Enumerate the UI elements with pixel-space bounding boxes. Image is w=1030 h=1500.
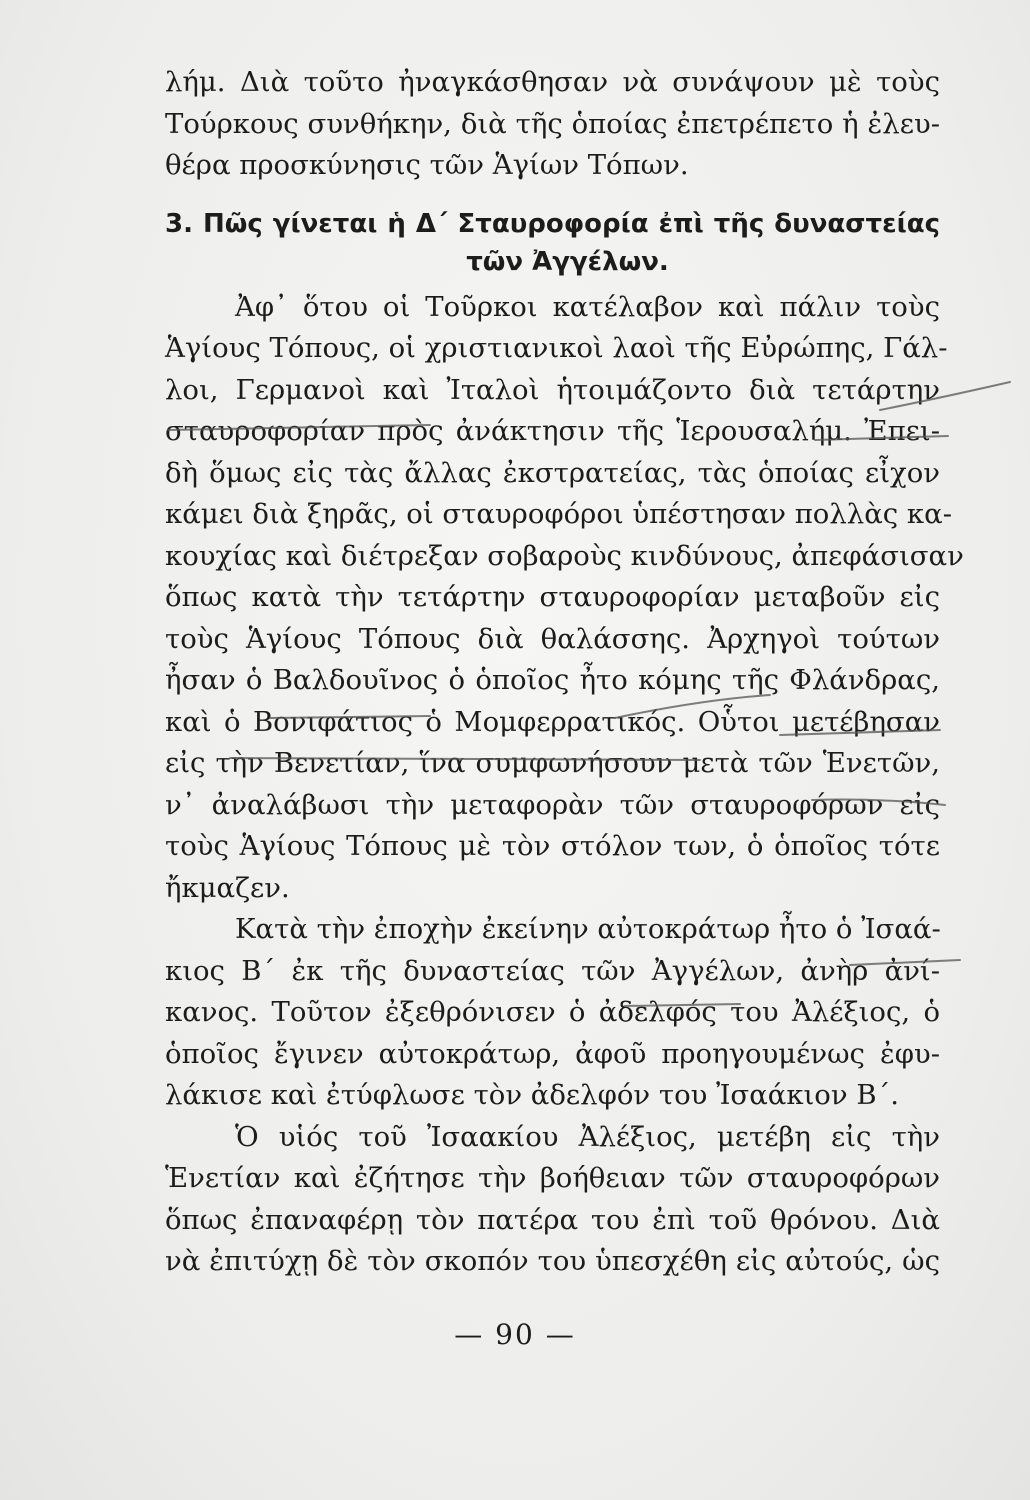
text-line: Τούρκους συνθήκην, διὰ τῆς ὁποίας ἐπετρέπετο ἡ ἐλευ-	[165, 107, 940, 140]
text-line: εἰς τὴν Βενετίαν, ἵνα συμφωνήσουν μετὰ τῶν Ἑνετῶν,	[165, 747, 940, 779]
text-line: κάμει διὰ ξηρᾶς, οἱ σταυροφόροι ὑπέστησαν πολλὰς κα-	[165, 498, 952, 530]
text-line: Κατὰ τὴν ἐποχὴν ἐκείνην αὐτοκράτωρ ἦτο ὁ Ἰσαά-	[235, 913, 941, 945]
heading-line-2: τῶν Ἀγγέλων.	[466, 246, 669, 277]
text-line: ὅπως κατὰ τὴν τετάρτην σταυροφορίαν μεταβοῦν εἰς	[165, 581, 940, 613]
page-text	[165, 62, 964, 1283]
text-line: κουχίας καὶ διέτρεξαν σοβαροὺς κινδύνους, ἀπεφάσισαν	[165, 539, 964, 572]
text-line: Ἀφ᾽ ὅτου οἱ Τοῦρκοι κατέλαβον καὶ πάλιν τοὺς	[235, 290, 940, 323]
paragraph-2	[165, 287, 964, 910]
text-line: καὶ ὁ Βονιφάτιος ὁ Μομφερρατικός. Οὗτοι μετέβησαν	[165, 705, 940, 738]
text-line: ἤκμαζεν.	[165, 871, 290, 904]
text-line: κανος. Τοῦτον ἐξεθρόνισεν ὁ ἀδελφός του Ἀλέξιος, ὁ	[165, 996, 940, 1028]
text-line: ν᾽ ἀναλάβωσι τὴν μεταφορὰν τῶν σταυροφόρων εἰς	[165, 788, 940, 821]
text-line: λάκισε καὶ ἐτύφλωσε τὸν ἀδελφόν του Ἰσαάκιον Β΄.	[165, 1079, 900, 1111]
text-line: κιος Β΄ ἐκ τῆς δυναστείας τῶν Ἀγγέλων, ἀνὴρ ἀνί-	[165, 954, 940, 987]
text-line: δὴ ὅμως εἰς τὰς ἄλλας ἐκστρατείας, τὰς ὁποίας εἶχον	[165, 456, 940, 489]
text-line: τοὺς Ἁγίους Τόπους μὲ τὸν στόλον των, ὁ ὁποῖος τότε	[165, 830, 940, 862]
text-line: λοι, Γερμανοὶ καὶ Ἰταλοὶ ἡτοιμάζοντο διὰ τετάρτην	[165, 373, 940, 406]
paragraph-3	[165, 909, 940, 1117]
text-line: θέρα προσκύνησις τῶν Ἁγίων Τόπων.	[165, 149, 689, 181]
text-line: σταυροφορίαν πρὸς ἀνάκτησιν τῆς Ἱερουσαλήμ. Ἐπει-	[165, 415, 940, 447]
text-line: ἦσαν ὁ Βαλδουῖνος ὁ ὁποῖος ἦτο κόμης τῆς Φλάνδρας,	[165, 664, 940, 696]
text-line: Ἑνετίαν καὶ ἐζήτησε τὴν βοήθειαν τῶν σταυροφόρων	[165, 1162, 940, 1194]
text-line: λήμ. Διὰ τοῦτο ἠναγκάσθησαν νὰ συνάψουν μὲ τοὺς	[165, 66, 940, 98]
text-line: νὰ ἐπιτύχῃ δὲ τὸν σκοπόν του ὑπεσχέθη εἰς αὐτούς, ὡς	[165, 1245, 940, 1277]
text-line: Ἁγίους Τόπους, οἱ χριστιανικοὶ λαοὶ τῆς Εὐρώπης, Γάλ-	[165, 332, 948, 364]
text-line: τοὺς Ἁγίους Τόπους διὰ θαλάσσης. Ἀρχηγοὶ τούτων	[165, 622, 940, 655]
page-number: — 90 —	[454, 1318, 576, 1351]
paragraph-4	[165, 1117, 940, 1283]
text-line: ὁποῖος ἔγινεν αὐτοκράτωρ, ἀφοῦ προηγουμένως ἐφυ-	[165, 1037, 940, 1070]
heading-line-1: 3. Πῶς γίνεται ἡ Δ΄ Σταυροφορία ἐπὶ τῆς δυναστείας	[165, 208, 940, 239]
text-line: Ὁ υἱός τοῦ Ἰσαακίου Ἀλέξιος, μετέβη εἰς τὴν	[235, 1120, 940, 1153]
section-heading	[165, 205, 940, 281]
text-line: ὅπως ἐπαναφέρῃ τὸν πατέρα του ἐπὶ τοῦ θρόνου. Διὰ	[165, 1203, 940, 1236]
paragraph-1	[165, 62, 940, 187]
